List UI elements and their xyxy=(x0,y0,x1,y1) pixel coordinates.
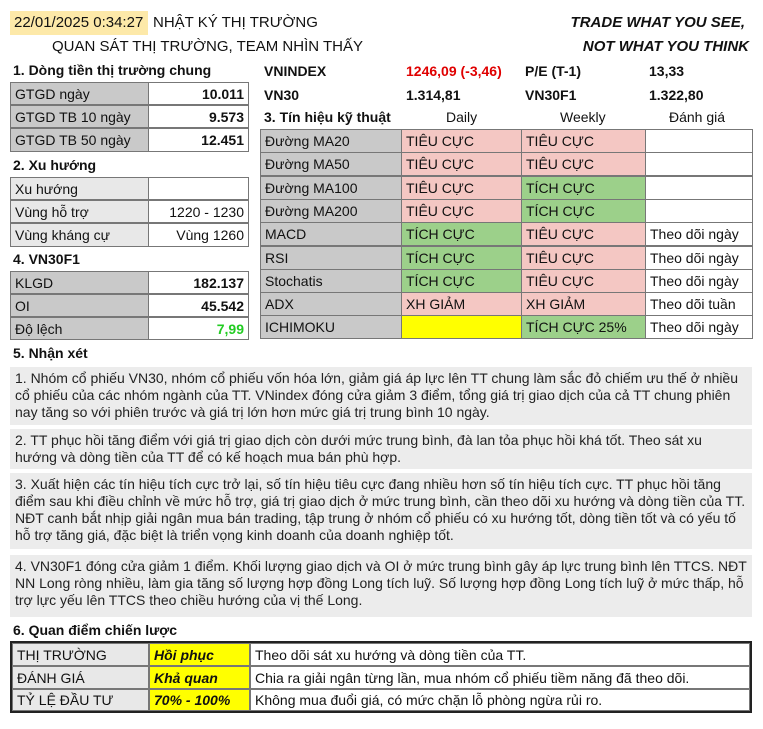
signal-daily-2: TIÊU CỰC xyxy=(401,176,522,200)
signal-name-3: Đường MA200 xyxy=(260,199,402,223)
strategy-comment-1: Chia ra giải ngân từng lần, mua nhóm cổ phiếu tiềm năng đã theo dõi. xyxy=(250,666,750,689)
signal-daily-8 xyxy=(401,315,522,339)
signal-name-7: ADX xyxy=(260,292,402,316)
signal-weekly-4: TIÊU CỰC xyxy=(521,222,646,246)
slogan-line-2: NOT WHAT YOU THINK xyxy=(582,38,749,55)
strategy-value-2 xyxy=(149,689,250,711)
signal-eval-5: Theo dõi ngày xyxy=(645,246,753,270)
strategy-label-1: ĐÁNH GIÁ xyxy=(12,666,149,689)
vn30f1-label-2: Độ lệch xyxy=(10,317,149,340)
gtgd-value-2: 12.451 xyxy=(148,128,249,152)
page-title: NHẬT KÝ THỊ TRƯỜNG xyxy=(153,14,318,31)
slogan-line-1: TRADE WHAT YOU SEE, xyxy=(570,14,745,31)
strategy-label-0: THỊ TRƯỜNG xyxy=(12,643,149,666)
strategy-value-1 xyxy=(149,666,250,689)
col-daily-header: Daily xyxy=(446,109,478,125)
vn30f1-value: 1.322,80 xyxy=(649,87,704,103)
signal-eval-0 xyxy=(645,129,753,153)
strategy-value-1-text: Khả quan xyxy=(154,669,218,686)
signal-name-8: ICHIMOKU xyxy=(260,315,402,339)
signal-name-0: Đường MA20 xyxy=(260,129,402,153)
strategy-comment-2: Không mua đuổi giá, có mức chặn lỗ phòng ngừa rủi ro. xyxy=(250,689,750,711)
signal-daily-6: TÍCH CỰC xyxy=(401,269,522,293)
signal-eval-1 xyxy=(645,152,753,176)
signal-weekly-1: TIÊU CỰC xyxy=(521,152,646,176)
vn30f1-label: VN30F1 xyxy=(525,87,577,103)
section-4-title: 4. VN30F1 xyxy=(13,251,80,267)
section-1-title: 1. Dòng tiền thị trường chung xyxy=(13,62,212,78)
section-2-title: 2. Xu hướng xyxy=(13,157,97,173)
note-1: 1. Nhóm cổ phiếu VN30, nhóm cổ phiếu vốn hóa lớn, giảm giá áp lực lên TT chung làm sắc đỏ chiếm ưu thế ở nhiều cổ phiếu của các nhóm ngành của TT. VNindex đóng cửa giảm 3 điểm, tổng giá trị giao dịch của cả TT chung phiên nay tăng so với phiên trước và giá trị lớn hơn mức giá trị trung bình 10 ngày. xyxy=(10,367,752,425)
strategy-label-2: TỶ LỆ ĐẦU TƯ xyxy=(12,689,149,711)
section-6-title: 6. Quan điểm chiến lược xyxy=(13,622,178,638)
signal-weekly-7: XH GIẢM xyxy=(521,292,646,316)
signal-weekly-6: TIÊU CỰC xyxy=(521,269,646,293)
signal-eval-3 xyxy=(645,199,753,223)
pe-value: 13,33 xyxy=(649,63,685,79)
signal-weekly-0: TIÊU CỰC xyxy=(521,129,646,153)
gtgd-label-0: GTGD ngày xyxy=(10,82,149,105)
vn30f1-value-1: 45.542 xyxy=(148,294,249,317)
pe-label: P/E (T-1) xyxy=(525,63,582,79)
vn30-label: VN30 xyxy=(264,87,300,103)
signal-daily-7: XH GIẢM xyxy=(401,292,522,316)
signal-weekly-2: TÍCH CỰC xyxy=(521,176,646,200)
gtgd-value-1: 9.573 xyxy=(148,105,249,128)
strategy-value-0-text: Hồi phục xyxy=(154,646,214,663)
signal-name-5: RSI xyxy=(260,246,402,270)
gtgd-value-0: 10.011 xyxy=(148,82,249,105)
signal-eval-4: Theo dõi ngày xyxy=(645,222,753,246)
col-eval-header: Đánh giá xyxy=(669,109,726,125)
section-5-title: 5. Nhận xét xyxy=(13,345,88,361)
vnindex-value: 1246,09 (-3,46) xyxy=(406,63,502,79)
gtgd-label-1: GTGD TB 10 ngày xyxy=(10,105,149,128)
vn30f1-value-0: 182.137 xyxy=(148,271,249,294)
signal-name-6: Stochatis xyxy=(260,269,402,293)
trend-label-0: Xu hướng xyxy=(10,177,149,200)
signal-name-4: MACD xyxy=(260,222,402,246)
page-subtitle: QUAN SÁT THỊ TRƯỜNG, TEAM NHÌN THẤY xyxy=(52,38,363,55)
strategy-value-0 xyxy=(149,643,250,666)
vn30f1-label-1: OI xyxy=(10,294,149,317)
signal-daily-5: TÍCH CỰC xyxy=(401,246,522,270)
vnindex-label: VNINDEX xyxy=(264,63,327,79)
signal-daily-1: TIÊU CỰC xyxy=(401,152,522,176)
strategy-comment-0: Theo dõi sát xu hướng và dòng tiền của TT. xyxy=(250,643,750,666)
note-4: 4. VN30F1 đóng cửa giảm 1 điểm. Khối lượng giao dịch và OI ở mức trung bình gây áp lực trung bình lên TTCS. NĐT NN Long ròng nhiều, làm gia tăng số lượng hợp đồng Long tích luỹ. Số lượng hợp đồng Long tích luỹ ở mức thấp, hỗ trợ lực yếu lên TTCS theo chiều hướng của vị thế Long. xyxy=(10,555,752,617)
vn30f1-value-2: 7,99 xyxy=(148,317,249,340)
datetime: 22/01/2025 0:34:27 xyxy=(14,14,144,31)
trend-label-2: Vùng kháng cự xyxy=(10,223,149,247)
col-weekly-header: Weekly xyxy=(560,109,606,125)
trend-label-1: Vùng hỗ trợ xyxy=(10,200,149,223)
vn30-value: 1.314,81 xyxy=(406,87,461,103)
trend-value-2: Vùng 1260 xyxy=(148,223,249,247)
signal-daily-3: TIÊU CỰC xyxy=(401,199,522,223)
note-2: 2. TT phục hồi tăng điểm với giá trị giao dịch còn dưới mức trung bình, đà lan tỏa phục hồi khá tốt. Theo sát xu hướng và dòng tiền của TT để có kế hoạch mua bán phù hợp. xyxy=(10,429,752,469)
signal-weekly-3: TÍCH CỰC xyxy=(521,199,646,223)
signal-name-2: Đường MA100 xyxy=(260,176,402,200)
signal-weekly-8: TÍCH CỰC 25% xyxy=(521,315,646,339)
signal-eval-6: Theo dõi ngày xyxy=(645,269,753,293)
trend-value-1: 1220 - 1230 xyxy=(148,200,249,223)
trend-value-0 xyxy=(148,177,249,200)
vn30f1-label-0: KLGD xyxy=(10,271,149,294)
section-3-title: 3. Tín hiệu kỹ thuật xyxy=(264,109,391,125)
note-3: 3. Xuất hiện các tín hiệu tích cực trở lại, số tín hiệu tiêu cực đang nhiều hơn số tín hiệu tích cực. TT phục hồi tăng điểm sau khi điều chỉnh về mức hỗ trợ, giá trị giao dịch ở mức trung bình, cần theo dõi xu hướng và dòng tiền của TT. NĐT canh bắt nhịp giải ngân mua bán trading, tập trung ở nhóm cổ phiếu có xu hướng tốt, dòng tiền tốt và có yếu tố hỗ trợ tăng giá, đặc biệt là triển vọng kinh doanh của doanh nghiệp tốt. xyxy=(10,473,752,549)
strategy-value-2-text: 70% - 100% xyxy=(154,692,231,708)
signal-weekly-5: TIÊU CỰC xyxy=(521,246,646,270)
signal-eval-2 xyxy=(645,176,753,200)
signal-daily-0: TIÊU CỰC xyxy=(401,129,522,153)
gtgd-label-2: GTGD TB 50 ngày xyxy=(10,128,149,152)
signal-eval-7: Theo dõi tuần xyxy=(645,292,753,316)
signal-daily-4: TÍCH CỰC xyxy=(401,222,522,246)
signal-eval-8: Theo dõi ngày xyxy=(645,315,753,339)
signal-name-1: Đường MA50 xyxy=(260,152,402,176)
